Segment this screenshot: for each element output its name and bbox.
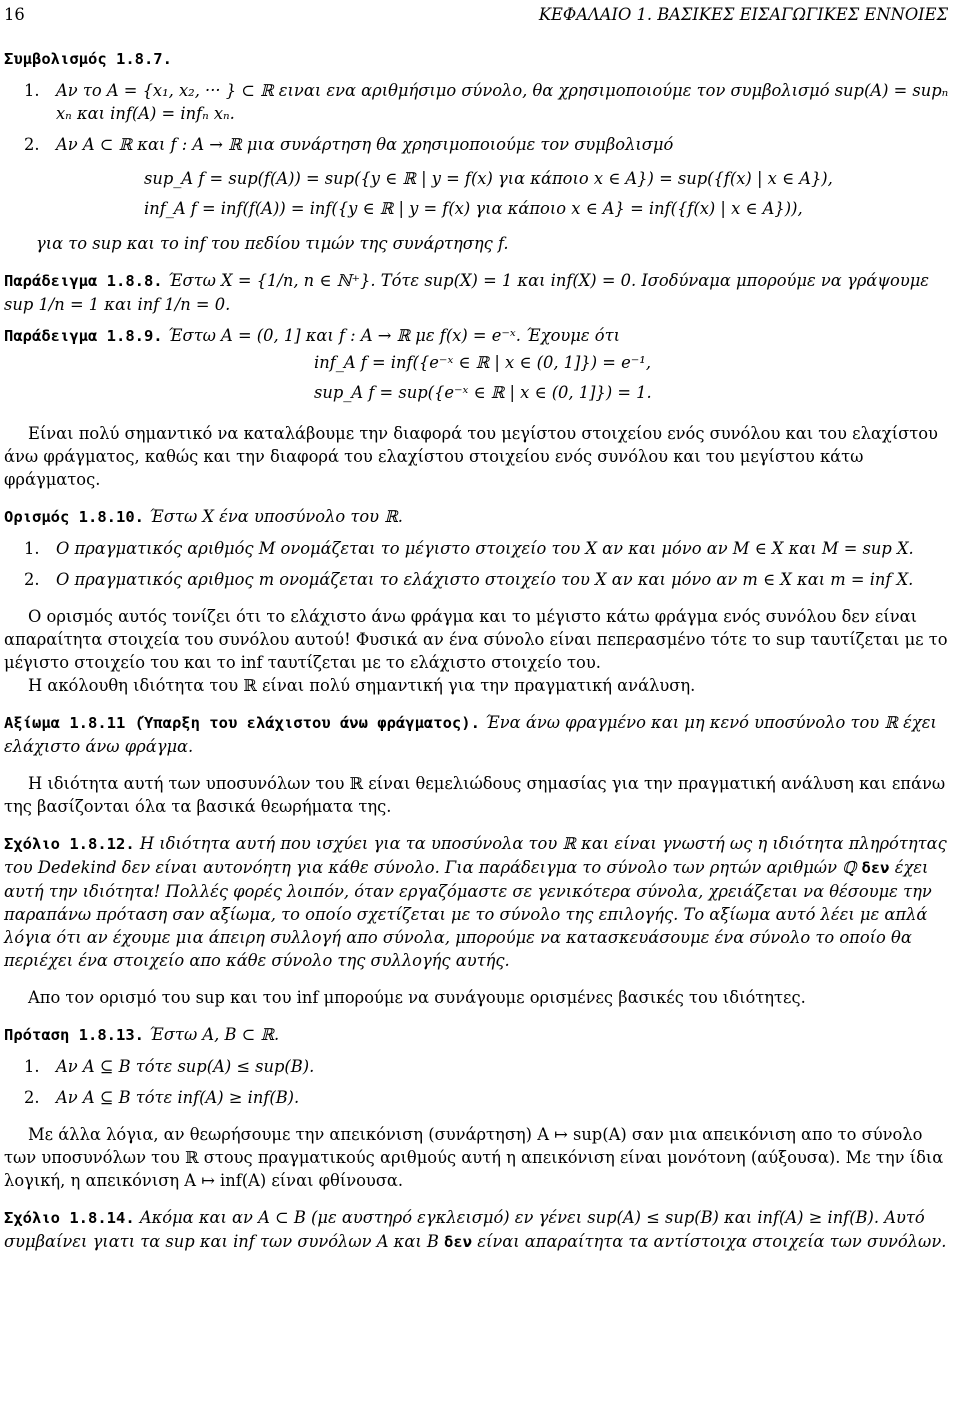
notation-heading: Συμβολισμός 1.8.7. xyxy=(4,50,172,68)
chapter-title: ΚΕΦΑΛΑΙΟ 1. ΒΑΣΙΚΕΣ ΕΙΣΑΓΩΓΙΚΕΣ ΕΝΝΟΙΕΣ xyxy=(538,5,948,24)
sup-e-equation: sup_A f = sup({e⁻ˣ ∈ ℝ | x ∈ (0, 1]}) = 1. xyxy=(314,383,652,402)
proposition-1-8-13: Πρόταση 1.8.13. Έστω A, B ⊂ ℝ. xyxy=(4,1025,280,1044)
axiom-1-8-11: Αξίωμα 1.8.11 (Ύπαρξη του ελάχιστου άνω φράγματος). Ένα άνω φραγμένο και μη κενό υποσύνολο του ℝ έχει ελάχιστο άνω φράγμα. xyxy=(4,713,937,756)
inf-e-equation: inf_A f = inf({e⁻ˣ ∈ ℝ | x ∈ (0, 1]}) = e⁻¹, xyxy=(314,353,652,372)
paragraph-properties: Απο τον ορισμό του sup και του inf μπορούμε να συνάγουμε ορισμένες βασικές του ιδιότητες. xyxy=(28,988,806,1007)
proposition-item-2: 2. Αν A ⊆ B τότε inf(A) ≥ inf(B). xyxy=(24,1088,300,1107)
notation-after: για το sup και το inf του πεδίου τιμών της συνάρτησης f. xyxy=(36,234,509,253)
remark-1-8-12: Σχόλιο 1.8.12. Η ιδιότητα αυτή που ισχύει για τα υποσύνολα του ℝ και είναι γνωστή ως η ιδιότητα πληρότητας του Dedekind δεν είναι αυτονόητη για κάθε σύνολο. Για παράδειγμα το σύνολο των ρητών αριθμών ℚ δεν έχει αυτή την ιδιότητα! Πολλές φορές λοιπόν, όταν εργαζόμαστε σε γενικότερα σύνολα, χρειάζεται να θέσουμε την παραπάνω πρόταση σαν αξίωμα, το οποίο σχετίζεται με το σύνολο της επιλογής. Το αξίωμα αυτό λέει με απλά λόγια ότι αν έχουμε μια άπειρη συλλογή απο σύνολα, μπορούμε να κατασκευάσουμε ένα σύνολο το οποίο θα περιέχει ένα στοιχείο απο κάθε σύνολο της συλλογής αυτής. xyxy=(4,834,947,970)
notation-equations xyxy=(4,164,954,224)
sup-equation: sup_A f = sup(f(A)) = sup({y ∈ ℝ | y = f(x) για κάποιο x ∈ A}) = sup({f(x) | x ∈ A}), xyxy=(144,169,833,188)
page-number: 16 xyxy=(4,5,25,24)
definition-1-8-10: Ορισμός 1.8.10. Έστω X ένα υποσύνολο του ℝ. xyxy=(4,507,403,526)
remark-1-8-14: Σχόλιο 1.8.14. Ακόμα και αν A ⊂ B (με αυστηρό εγκλεισμό) εν γένει sup(A) ≤ sup(B) και inf(A) ≥ inf(B). Αυτό συμβαίνει γιατι τα sup και inf των συνόλων A και B δεν είναι απαραίτητα τα αντίστοιχα στοιχεία των συνόλων. xyxy=(4,1208,947,1251)
paragraph-remark: Ο ορισμός αυτός τονίζει ότι το ελάχιστο άνω φράγμα και το μέγιστο κάτω φράγμα ενός συνόλου δεν είναι απαραίτητα στοιχεία του συνόλου αυτού! Φυσικά αν ένα σύνολο είναι πεπερασμένο τότε το sup ταυτίζεται με το μέγιστο στοιχείο του και το inf ταυτίζεται με το ελάχιστο στοιχείο του. xyxy=(4,607,948,672)
example-1-8-9: Παράδειγμα 1.8.9. Έστω A = (0, 1] και f : A → ℝ με f(x) = e⁻ˣ. Έχουμε ότι xyxy=(4,326,620,345)
proposition-item-1: 1. Αν A ⊆ B τότε sup(A) ≤ sup(B). xyxy=(24,1057,315,1076)
page-header xyxy=(4,0,954,37)
paragraph-difference: Είναι πολύ σημαντικό να καταλάβουμε την διαφορά του μεγίστου στοιχείου ενός συνόλου και του ελαχίστου άνω φράγματος, καθώς και την διαφορά του ελαχίστου στοιχείου ενός συνόλου και του μεγίστου κάτω φράγματος. xyxy=(4,424,938,489)
paragraph-property: Η ακόλουθη ιδιότητα του ℝ είναι πολύ σημαντική για την πραγματική ανάλυση. xyxy=(28,676,696,695)
definition-item-1: 1. Ο πραγματικός αριθμός M ονομάζεται το μέγιστο στοιχείο του X αν και μόνο αν M ∈ X και M = sup X. xyxy=(24,539,914,558)
paragraph-fundamental: Η ιδιότητα αυτή των υποσυνόλων του ℝ είναι θεμελιώδους σημασίας για την πραγματική ανάλυση και επάνω της βασίζονται όλα τα βασικά θεωρήματα της. xyxy=(4,774,946,816)
notation-item-2: 2. Αν A ⊂ ℝ και f : A → ℝ μια συνάρτηση θα χρησιμοποιούμε τον συμβολισμό xyxy=(24,135,674,154)
example-1-8-8: Παράδειγμα 1.8.8. Έστω X = {1/n, n ∈ ℕ⁺}. Τότε sup(X) = 1 και inf(X) = 0. Ισοδύναμα μπορούμε να γράψουμε sup 1/n = 1 και inf 1/n = 0. xyxy=(4,271,930,314)
example-equations xyxy=(4,348,954,408)
definition-item-2: 2. Ο πραγματικός αριθμος m ονομάζεται το ελάχιστο στοιχείο του X αν και μόνο αν m ∈ X και m = inf X. xyxy=(24,570,914,589)
notation-item-1: 1. Αν το A = {x₁, x₂, ··· } ⊂ ℝ ειναι ενα αριθμήσιμο σύνολο, θα χρησιμοποιούμε τον συμβολισμό sup(A) = supₙ xₙ και inf(A) = infₙ xₙ. xyxy=(24,81,949,123)
inf-equation: inf_A f = inf(f(A)) = inf({y ∈ ℝ | y = f(x) για κάποιο x ∈ A} = inf({f(x) | x ∈ A})), xyxy=(144,199,803,218)
paragraph-monotone: Με άλλα λόγια, αν θεωρήσουμε την απεικόνιση (συνάρτηση) A ↦ sup(A) σαν μια απεικόνιση απο το σύνολο των υποσυνόλων του ℝ στους πραγματικούς αριθμούς αυτή η απεικόνιση είναι μονότονη (αύξουσα). Με την ίδια λογική, η απεικόνιση A ↦ inf(A) είναι φθίνουσα. xyxy=(4,1125,944,1190)
